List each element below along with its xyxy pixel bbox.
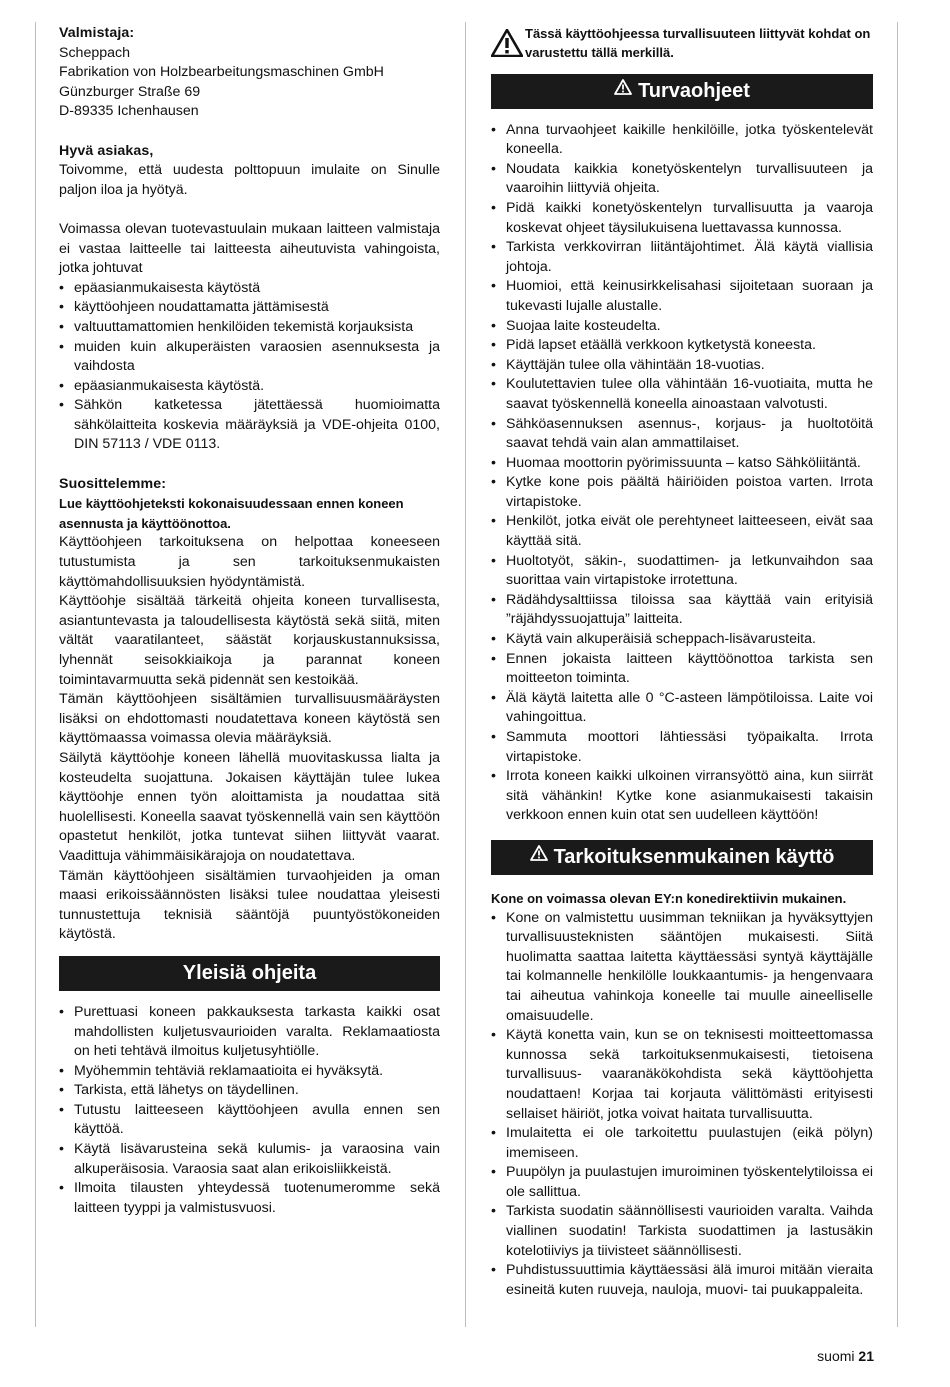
- list-item: • Tarkista verkkovirran liitäntäjohtimet. Älä käytä viallisia johtoja.: [491, 238, 873, 277]
- intended-use-section-title: [491, 840, 873, 875]
- list-item: • Pidä kaikki konetyöskentelyn turvallisuutta ja vaaroja koskevat ohjeet täysilukuisena luettavassa kunnossa.: [491, 199, 873, 238]
- page-number: 21: [858, 1348, 874, 1364]
- intended-use-list: [491, 909, 873, 1301]
- recommend-paragraph: Käyttöohjeen tarkoituksena on helpottaa koneeseen tutustumista ja sen tarkoituksenmukaisten käyttömahdollisuuksien hyödyntämistä.: [59, 534, 440, 590]
- intended-use-bold-text: Kone on voimassa olevan EY:n konedirektiivin mukainen.: [491, 890, 847, 906]
- safety-notice: [491, 24, 873, 64]
- list-item: • Ennen jokaista laitteen käyttöönottoa tarkista sen moitteeton toiminta.: [491, 650, 873, 689]
- list-item: • Huoltotyöt, säkin-, suodattimen- ja letkunvaihdon saa suorittaa vain virtapistoke irrotettuna.: [491, 552, 873, 591]
- left-margin-rule: [35, 22, 36, 1327]
- general-section-title: [59, 956, 440, 991]
- liability-list: [59, 279, 440, 455]
- list-item: • epäasianmukaisesta käytöstä.: [59, 377, 440, 397]
- left-column: [59, 24, 440, 1218]
- recommend-paragraph: Käyttöohje sisältää tärkeitä ohjeita koneen turvallisesta, asiantuntevasta ja taloudellisesta käytöstä sekä siitä, miten vältät vaaratilanteet, säästät korjauskustannuksissa, lyhennät seisokkiaikoja ja parannat koneen toimintavarmuutta sekä pidennät sen kestoikää.: [59, 593, 440, 688]
- intended-use-title-text: Tarkoituksenmukainen käyttö: [553, 845, 835, 868]
- list-item: • Myöhemmin tehtäviä reklamaatioita ei hyväksytä.: [59, 1062, 440, 1082]
- general-list: [59, 1003, 440, 1219]
- right-margin-rule: [897, 22, 898, 1327]
- manufacturer-line: Fabrikation von Holzbearbeitungsmaschinen GmbH: [59, 64, 384, 81]
- list-item: • Koulutettavien tulee olla vähintään 16-vuotiaita, mutta he saavat työskennellä koneella ainoastaan valvotusti.: [491, 375, 873, 414]
- list-item: • Käytä lisävarusteina sekä kulumis- ja varaosina vain alkuperäisosia. Varaosia saat alan erikoisliikkeistä.: [59, 1140, 440, 1179]
- list-item: • Sähköasennuksen asennus-, korjaus- ja huoltotöitä saavat tehdä vain alan ammattilaiset.: [491, 415, 873, 454]
- recommend-paragraph: Tämän käyttöohjeen sisältämien turvallisuusmääräysten lisäksi on ehdottomasti noudatettava koneen käytöstä sen käyttömaassa voimassa olevia määräyksiä.: [59, 691, 440, 747]
- list-item: • Kytke kone pois päältä häiriöiden poistoa varten. Irrota virtapistoke.: [491, 473, 873, 512]
- footer-language: suomi: [817, 1348, 855, 1364]
- list-item: • Imulaitetta ei ole tarkoitettu puulastujen (eikä pölyn) imemiseen.: [491, 1124, 873, 1163]
- manufacturer-line: Günzburger Straße 69: [59, 83, 201, 100]
- general-title-text: Yleisiä ohjeita: [182, 961, 317, 984]
- list-item: • Puupölyn ja puulastujen imuroiminen työskentelytiloissa ei ole sallittua.: [491, 1163, 873, 1202]
- list-item: • Tarkista suodatin säännöllisesti vaurioiden varalta. Vaihda viallinen suodatin! Tarkista suodattimen ja lastusäkin kotelotiiviys ja tiivisteet säännöllisesti.: [491, 1202, 873, 1261]
- list-item: • Sähkön katketessa jätettäessä huomioimatta sähkölaitteita koskevia määräyksiä ja VDE-ohjeita 0100, DIN 57113 / VDE 0113.: [59, 396, 440, 455]
- page-footer: [817, 1348, 874, 1364]
- list-item: • Anna turvaohjeet kaikille henkilöille, jotka työskentelevät koneella.: [491, 121, 873, 160]
- manufacturer-line: Scheppach: [59, 44, 130, 61]
- recommend-paragraph: Tämän käyttöohjeen sisältämien turvaohjeiden ja oman maasi erikoissäännösten lisäksi tulee noudattaa yleisesti tunnustettuja teknisiä sääntöjä puuntyöstökoneiden käytöstä.: [59, 867, 440, 943]
- manufacturer-line: D-89335 Ichenhausen: [59, 103, 199, 120]
- list-item: • Huomaa moottorin pyörimissuunta – katso Sähköliitäntä.: [491, 454, 873, 474]
- list-item: • Noudata kaikkia konetyöskentelyn turvallisuuteen ja vaaroihin liittyviä ohjeita.: [491, 160, 873, 199]
- safety-section-title: [491, 74, 873, 109]
- list-item: • Älä käytä laitetta alle 0 °C-asteen lämpötiloissa. Laite voi vahingoittua.: [491, 689, 873, 728]
- right-column: [491, 24, 873, 1300]
- recommend-heading: Suosittelemme:: [59, 475, 167, 492]
- list-item: • epäasianmukaisesta käytöstä: [59, 279, 440, 299]
- manufacturer-heading: Valmistaja:: [59, 25, 135, 41]
- list-item: • Puhdistussuuttimia käyttäessäsi älä imuroi mitään vieraita esineitä kuten ruuveja, nauloja, muovi- tai puukappaleita.: [491, 1261, 873, 1300]
- recommend-bold-text: Lue käyttöohjeteksti kokonaisuudessaan ennen koneen asennusta ja käyttöönottoa.: [59, 496, 404, 531]
- list-item: • Tutustu laitteeseen käyttöohjeen avulla ennen sen käyttöä.: [59, 1101, 440, 1140]
- list-item: • Käytä konetta vain, kun se on teknisesti moitteettomassa kunnossa sekä tarkoituksenmukaisesti, tietoisena turvallisuus- vaaranäkökohdista sekä käyttöohjetta noudattaen! Korjaa tai korjauta välittömästi erityisesti sellaiset häiriöt, jotka voivat haitata turvallisuutta.: [491, 1026, 873, 1124]
- list-item: • Henkilöt, jotka eivät ole perehtyneet laitteeseen, eivät saa käyttää sitä.: [491, 512, 873, 551]
- warning-icon: [491, 29, 525, 64]
- list-item: • Käyttäjän tulee olla vähintään 18-vuotias.: [491, 356, 873, 376]
- list-item: • Ilmoita tilausten yhteydessä tuotenumeromme sekä laitteen tyyppi ja valmistusvuosi.: [59, 1179, 440, 1218]
- list-item: • Tarkista, että lähetys on täydellinen.: [59, 1081, 440, 1101]
- center-column-rule: [465, 22, 466, 1327]
- recommend-paragraph: Säilytä käyttöohje koneen lähellä muovitaskussa lialta ja kosteudelta suojattuna. Jokaisen käyttäjän tulee lukea käyttöohje ennen työn aloittamista ja noudattaa sitä huolellisesti. Koneella saavat työskennellä vain sen käyttöön opastetut henkilöt, jotka tuntevat siihen liittyvät vaarat. Vaadittuja vähimmäisikärajoja on noudatettava.: [59, 749, 440, 864]
- safety-title-text: Turvaohjeet: [638, 79, 750, 102]
- warning-icon: [614, 72, 632, 107]
- list-item: • Kone on valmistettu uusimman tekniikan ja hyväksyttyjen turvallisuusteknisten sääntöjen mukaisesti. Siitä huolimatta saattaa laitetta käyttäessäsi syntyä käyttäjälle tai kolmannelle henkilölle loukkaantumis- ja hengenvaara tai aiheutua vahinkoja koneelle tai muulle aineelliselle omaisuudelle.: [491, 909, 873, 1027]
- list-item: • Pidä lapset etäällä verkkoon kytketystä koneesta.: [491, 336, 873, 356]
- list-item: • Sammuta moottori lähtiessäsi työpaikalta. Irrota virtapistoke.: [491, 728, 873, 767]
- list-item: • käyttöohjeen noudattamatta jättämisestä: [59, 298, 440, 318]
- list-item: • Purettuasi koneen pakkauksesta tarkasta kaikki osat mahdollisten kuljetusvaurioiden varalta. Reklamaatiosta on heti tehtävä ilmoitus kuljetusyhtiölle.: [59, 1003, 440, 1062]
- list-item: • Rädähdysalttiissa tiloissa saa käyttää vain erityisiä ”räjähdyssuojattuja” laitteita.: [491, 591, 873, 630]
- list-item: • Irrota koneen kaikki ulkoinen virransyöttö aina, kun siirrät sitä vähänkin! Kytke kone asianmukaisesti takaisin verkkoon ennen kuin otat sen uudelleen käyttöön!: [491, 767, 873, 826]
- safety-list: [491, 121, 873, 826]
- list-item: • Käytä vain alkuperäisiä scheppach-lisävarusteita.: [491, 630, 873, 650]
- list-item: • muiden kuin alkuperäisten varaosien asennuksesta ja vaihdosta: [59, 338, 440, 377]
- greeting-heading: Hyvä asiakas,: [59, 142, 154, 159]
- liability-text: Voimassa olevan tuotevastuulain mukaan laitteen valmistaja ei vastaa laitteelle tai laitteesta aiheutuvista vahingoista, jotka johtuvat: [59, 220, 440, 277]
- warning-icon: [530, 838, 548, 873]
- safety-notice-text: Tässä käyttöohjeessa turvallisuuteen liittyvät kohdat on varustettu tällä merkillä.: [525, 26, 871, 60]
- list-item: • Huomioi, että keinusirkkelisahasi sijoitetaan suoraan ja tukevasti lujalle alustalle.: [491, 277, 873, 316]
- greeting-text: Toivomme, että uudesta polttopuun imulaite on Sinulle paljon iloa ja hyötyä.: [59, 162, 440, 198]
- list-item: • Suojaa laite kosteudelta.: [491, 317, 873, 337]
- list-item: • valtuuttamattomien henkilöiden tekemistä korjauksista: [59, 318, 440, 338]
